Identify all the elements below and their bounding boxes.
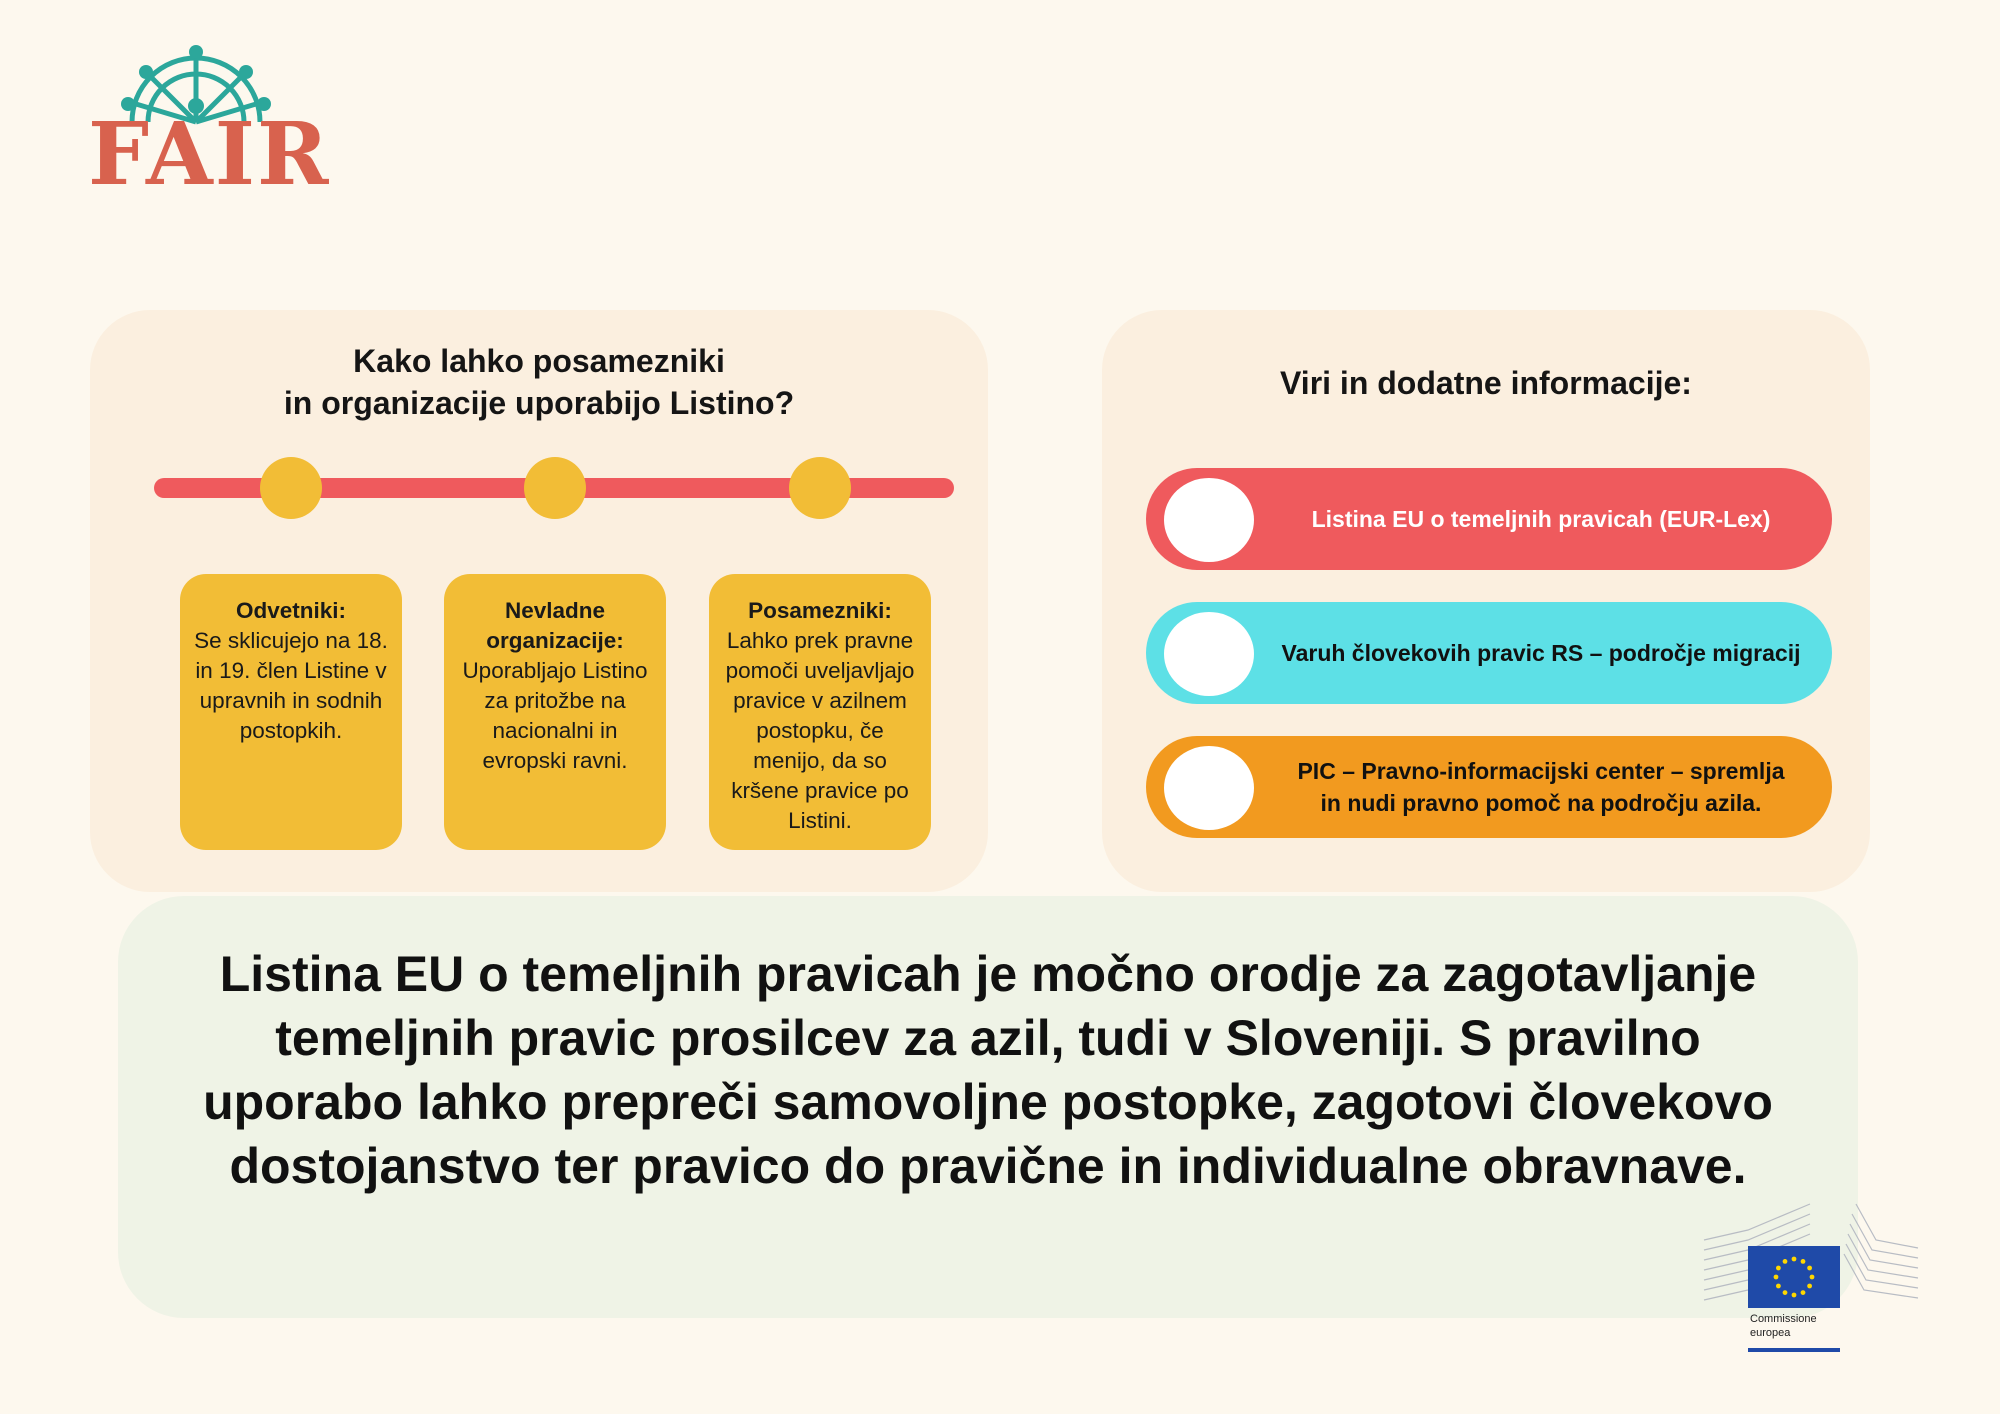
callout-title: Nevladne organizacije: [486, 598, 624, 653]
link-label: Varuh človekovih pravic RS – področje migracij [1281, 640, 1801, 666]
summary-line: Listina EU o temeljnih pravicah je močno orodje za zagotavljanje [219, 946, 1757, 1002]
callout-lawyers [180, 574, 402, 850]
fair-logo [84, 42, 331, 212]
summary-text [158, 942, 1818, 1198]
callout-title: Odvetniki: [235, 598, 347, 623]
resources-card [1102, 310, 1870, 892]
ec-underline [1748, 1348, 1840, 1352]
eu-flag-icon [1748, 1246, 1840, 1308]
summary-line: uporabo lahko prepreči samovoljne postopke, zagotovi človekovo [203, 1074, 1773, 1130]
summary-box [118, 896, 1858, 1318]
link-bullet-icon [1164, 612, 1254, 696]
callout-body: Lahko prek pravne pomoči uveljavljajo pravice v azilnem postopku, če menijo, da so kršene pravice po Listini. [725, 628, 915, 833]
timeline-dot [260, 457, 322, 519]
usage-title-line2: in organizacije uporabijo Listino? [283, 385, 795, 421]
link-eur-lex[interactable] [1146, 468, 1832, 570]
callout-body: Se sklicujejo na 18. in 19. člen Listine v upravnih in sodnih postopkih. [194, 628, 388, 743]
link-ombudsman[interactable] [1146, 602, 1832, 704]
link-pic[interactable] [1146, 736, 1832, 838]
resources-card-title: Viri in dodatne informacije: [1280, 365, 1692, 401]
callout-individuals [709, 574, 931, 850]
timeline-dot [524, 457, 586, 519]
link-bullet-icon [1164, 478, 1254, 562]
callout-title: Posamezniki: [748, 598, 892, 623]
summary-line: dostojanstvo ter pravico do pravične in individualne obravnave. [229, 1138, 1747, 1194]
callout-body: Uporabljajo Listino za pritožbe na nacionalni in evropski ravni. [462, 658, 648, 773]
link-label: Listina EU o temeljnih pravicah (EUR-Lex) [1311, 506, 1771, 532]
ec-label-line2: europea [1750, 1327, 1791, 1339]
ec-label-line1: Commissione [1750, 1313, 1817, 1325]
link-bullet-icon [1164, 746, 1254, 830]
european-commission-logo [1700, 1200, 1922, 1356]
usage-card [90, 310, 988, 892]
ec-label [1750, 1312, 1850, 1340]
link-label-line2: in nudi pravno pomoč na področju azila. [1320, 790, 1762, 816]
link-label [1256, 736, 1826, 838]
summary-line: temeljnih pravic prosilcev za azil, tudi v Sloveniji. S pravilno [275, 1010, 1701, 1066]
callout-ngos [444, 574, 666, 850]
logo-text: FAIR [88, 104, 331, 205]
timeline-dot [789, 457, 851, 519]
usage-card-title [90, 340, 988, 424]
usage-title-line1: Kako lahko posamezniki [353, 343, 725, 379]
link-label-line1: PIC – Pravno-informacijski center – spremlja [1297, 758, 1785, 784]
